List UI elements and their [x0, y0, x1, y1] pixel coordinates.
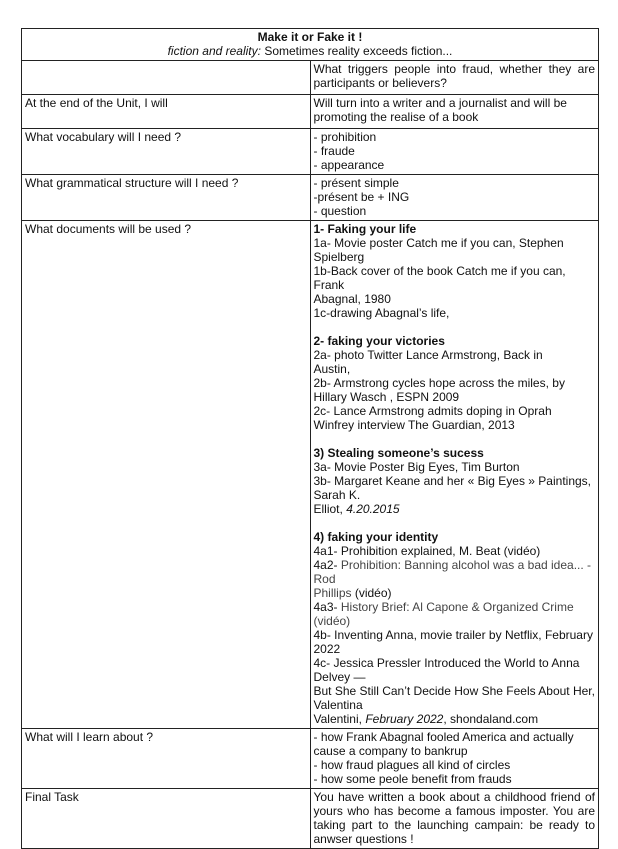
list-item	[314, 586, 596, 600]
item-prefix: 4a1-	[313, 544, 338, 558]
table-row-grammar	[22, 175, 599, 221]
section-title: 1- Faking your life	[313, 222, 417, 236]
row-label	[22, 61, 311, 95]
list-item: 1a- Movie poster Catch me if you can, Stephen	[313, 236, 564, 250]
table-row-learn	[22, 729, 599, 789]
item-prefix: 4a3-	[313, 600, 338, 614]
row-label: What grammatical structure will I need ?	[22, 175, 311, 221]
list-item: - appearance	[313, 158, 385, 172]
row-label: What will I learn about ?	[22, 729, 311, 789]
row-label: What vocabulary will I need ?	[22, 129, 311, 175]
row-value	[310, 221, 599, 729]
list-item-date: February 2022	[365, 712, 444, 726]
unit-plan-table	[21, 28, 599, 849]
list-item	[314, 712, 596, 726]
row-value: Will turn into a writer and a journalist and will be promoting the realise of a book	[310, 95, 599, 129]
list-item: - how Frank Abagnal fooled America and actually	[313, 730, 574, 744]
list-item-text: Valentini,	[313, 712, 366, 726]
row-label: What documents will be used ?	[22, 221, 311, 729]
list-item: - question	[313, 204, 367, 218]
header-cell	[22, 29, 599, 61]
subtitle-text: Sometimes reality exceeds fiction...	[260, 44, 453, 58]
table-row-documents	[22, 221, 599, 729]
list-item: 1c-drawing Abagnal’s life,	[313, 306, 450, 320]
list-item: - fraude	[313, 144, 355, 158]
list-item-text: , shondaland.com	[443, 712, 539, 726]
list-item-text: Elliot,	[313, 502, 347, 516]
row-value	[310, 129, 599, 175]
row-value: You have written a book about a childhood friend of yours who has become a famous imposter. You are taking part to the launching campain: be ready to anwser questions !	[310, 789, 599, 849]
spacer	[314, 432, 596, 446]
list-item: Spielberg	[313, 250, 365, 264]
list-item: 2b- Armstrong cycles hope across the miles, by	[313, 376, 565, 390]
item-link[interactable]: Phillips	[313, 586, 352, 600]
list-item: - how some peole benefit from frauds	[313, 772, 512, 786]
spacer	[314, 516, 596, 530]
list-item	[314, 502, 596, 516]
row-value: What triggers people into fraud, whether they are participants or believers?	[310, 61, 599, 95]
list-item: 4c- Jessica Pressler Introduced the World to Anna Delvey —	[313, 656, 580, 684]
table-row-vocabulary	[22, 129, 599, 175]
list-item: 4b- Inventing Anna, movie trailer by Netflix, February 2022	[313, 628, 593, 656]
list-item: Abagnal, 1980	[313, 292, 391, 306]
list-item: 3a- Movie Poster Big Eyes, Tim Burton	[313, 460, 520, 474]
item-suffix: (vidéo)	[313, 614, 351, 628]
section-title: 2- faking your victories	[313, 334, 445, 348]
section-title: 4) faking your identity	[313, 530, 439, 544]
row-value	[310, 729, 599, 789]
table-row-final-task	[22, 789, 599, 849]
item-link[interactable]: Prohibition: Banning alcohol was a bad idea... - Rod	[313, 558, 592, 586]
list-item: Hillary Wasch , ESPN 2009	[313, 390, 460, 404]
list-item: Winfrey interview The Guardian, 2013	[313, 418, 515, 432]
header-row	[22, 29, 599, 61]
list-item: - présent simple	[313, 176, 399, 190]
list-item: But She Still Can’t Decide How She Feels About Her, Valentina	[313, 684, 595, 712]
list-item: - how fraud plagues all kind of circles	[313, 758, 511, 772]
subtitle-italic: fiction and reality:	[167, 44, 261, 58]
unit-subtitle	[25, 44, 595, 58]
section-title: 3) Stealing someone’s sucess	[313, 446, 484, 460]
list-item: 2c- Lance Armstrong admits doping in Oprah	[313, 404, 552, 418]
table-row-end-unit	[22, 95, 599, 129]
list-item: cause a company to bankrup	[313, 744, 468, 758]
list-item-date: 4.20.2015	[346, 502, 400, 516]
item-link[interactable]: Prohibition explained, M. Beat (vidéo)	[337, 544, 541, 558]
table-row-question	[22, 61, 599, 95]
list-item: -présent be + ING	[313, 190, 410, 204]
list-item: 3b- Margaret Keane and her « Big Eyes » Paintings, Sarah K.	[313, 474, 591, 502]
unit-title: Make it or Fake it !	[257, 30, 363, 44]
list-item: 2a- photo Twitter Lance Armstrong, Back in	[313, 348, 543, 362]
list-item: Austin,	[313, 362, 351, 376]
list-item: - prohibition	[313, 130, 377, 144]
list-item: 1b-Back cover of the book Catch me if you can, Frank	[313, 264, 566, 292]
list-item	[314, 544, 596, 558]
spacer	[314, 320, 596, 334]
row-value	[310, 175, 599, 221]
list-item	[314, 600, 596, 628]
item-suffix: (vidéo)	[351, 586, 392, 600]
row-label: At the end of the Unit, I will	[22, 95, 311, 129]
item-link[interactable]: History Brief: Al Capone & Organized Crime	[337, 600, 574, 614]
row-label: Final Task	[22, 789, 311, 849]
item-prefix: 4a2-	[313, 558, 338, 572]
list-item	[314, 558, 596, 586]
